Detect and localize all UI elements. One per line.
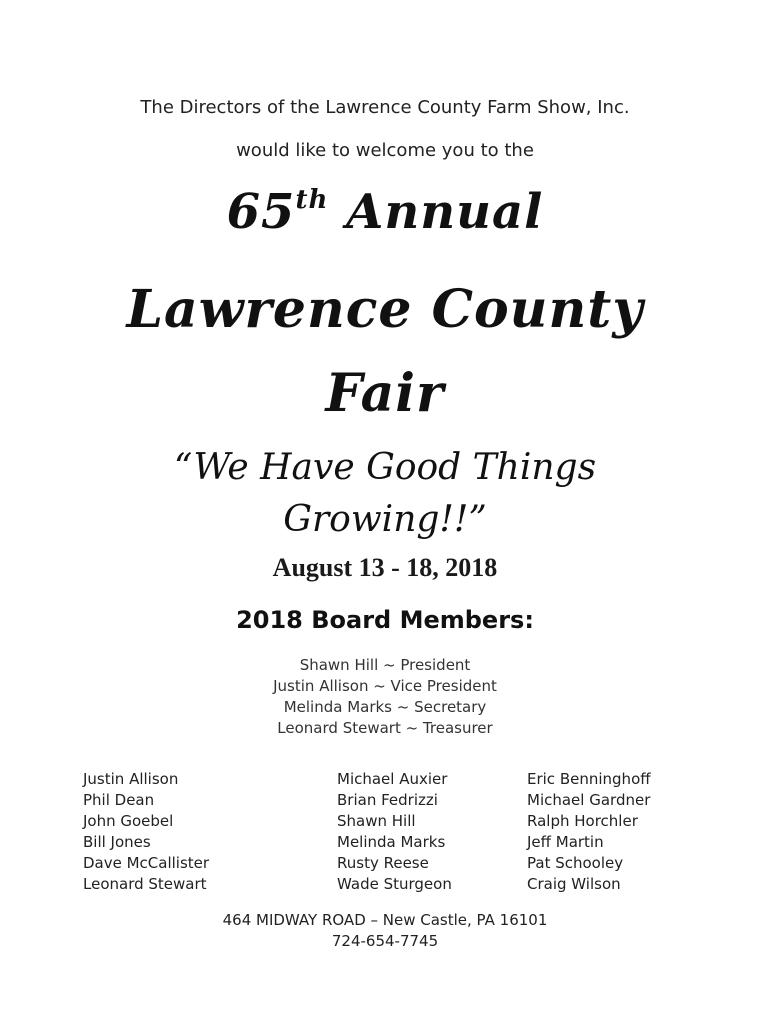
member-name: Phil Dean — [83, 791, 155, 809]
title-annual — [0, 184, 770, 240]
contact-address: 464 MIDWAY ROAD – New Castle, PA 16101 — [222, 911, 548, 929]
member-name: Eric Benninghoff — [527, 770, 651, 788]
member-name: Wade Sturgeon — [337, 875, 452, 893]
member-name: Justin Allison — [83, 770, 179, 788]
title-ordinal: th — [295, 185, 329, 215]
title-word: Annual — [346, 184, 544, 240]
member-name: Dave McCallister — [83, 854, 210, 872]
member-name: Bill Jones — [83, 833, 151, 851]
title-number: 65 — [226, 184, 296, 240]
member-name: Jeff Martin — [527, 833, 604, 851]
intro-line-1: The Directors of the Lawrence County Farm Show, Inc. — [140, 97, 630, 118]
member-name: Craig Wilson — [527, 875, 621, 893]
officer-vice-president: Justin Allison ~ Vice President — [273, 677, 497, 695]
slogan-line-2: Growing!!” — [283, 499, 487, 540]
members-column-2 — [337, 769, 452, 895]
member-name: Michael Gardner — [527, 791, 651, 809]
member-name: Brian Fedrizzi — [337, 791, 438, 809]
slogan-line-1: “We Have Good Things — [173, 447, 597, 488]
title-fair: Fair — [325, 363, 445, 424]
member-name: Shawn Hill — [337, 812, 416, 830]
officer-president: Shawn Hill ~ President — [299, 656, 471, 674]
member-name: Melinda Marks — [337, 833, 446, 851]
board-heading: 2018 Board Members: — [236, 606, 534, 634]
officer-treasurer: Leonard Stewart ~ Treasurer — [277, 719, 493, 737]
members-column-1 — [83, 769, 209, 895]
member-name: Rusty Reese — [337, 854, 429, 872]
member-name: Ralph Horchler — [527, 812, 638, 830]
contact-phone: 724-654-7745 — [331, 932, 439, 950]
member-name: Pat Schooley — [527, 854, 624, 872]
member-name: Leonard Stewart — [83, 875, 207, 893]
members-column-3 — [527, 769, 651, 895]
member-name: John Goebel — [83, 812, 174, 830]
event-dates: August 13 - 18, 2018 — [272, 553, 498, 582]
intro-line-2: would like to welcome you to the — [236, 140, 534, 161]
member-name: Michael Auxier — [337, 770, 448, 788]
title-county: Lawrence County — [126, 279, 644, 340]
officer-secretary: Melinda Marks ~ Secretary — [283, 698, 487, 716]
